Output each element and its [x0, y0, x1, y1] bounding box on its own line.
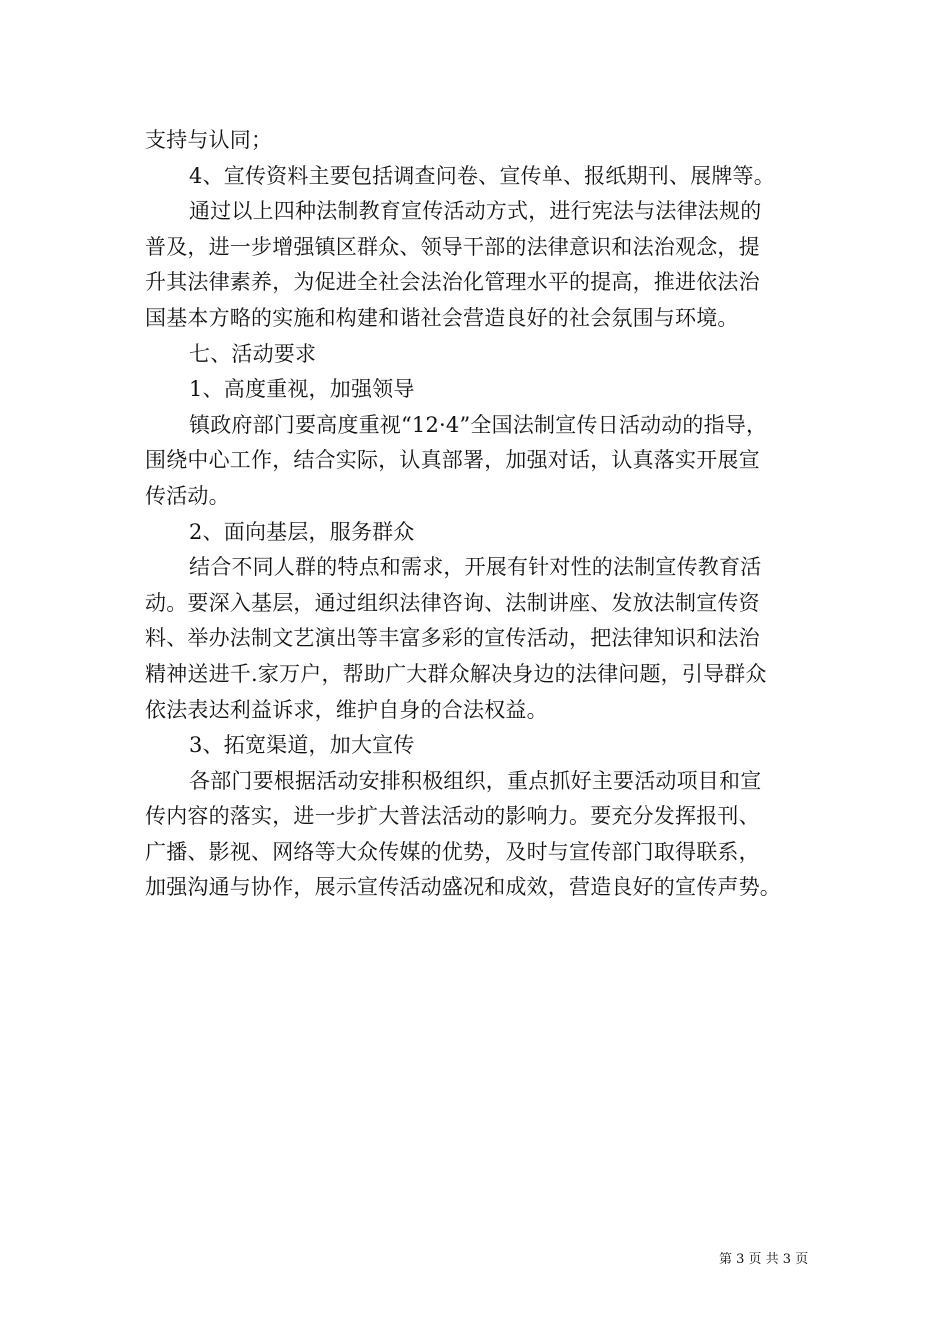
- body-line: 围绕中心工作，结合实际，认真部署，加强对话，认真落实开展宣: [145, 448, 760, 473]
- body-line: 依法表达利益诉求，维护自身的合法权益。: [145, 697, 548, 722]
- body-line: 传活动。: [145, 483, 230, 508]
- body-line: 通过以上四种法制教育宣传活动方式，进行宪法与法律法规的: [189, 199, 762, 224]
- subsection-heading: 1、高度重视，加强领导: [189, 377, 415, 402]
- page-number-footer: 第 3 页 共 3 页: [719, 1252, 809, 1267]
- section-heading: 七、活动要求: [189, 341, 317, 366]
- subsection-heading: 3、拓宽渠道，加大宣传: [189, 733, 415, 758]
- body-line: 广播、影视、网络等大众传媒的优势，及时与宣传部门取得联系，: [145, 839, 760, 864]
- body-line: 各部门要根据活动安排积极组织，重点抓好主要活动项目和宣: [189, 768, 762, 793]
- subsection-heading: 2、面向基层，服务群众: [189, 519, 415, 544]
- body-line: 升其法律素养，为促进全社会法治化管理水平的提高，推进依法治: [145, 270, 760, 295]
- body-line: 精神送进千.家万户，帮助广大群众解决身边的法律问题，引导群众: [145, 661, 767, 686]
- body-line: 国基本方略的实施和构建和谐社会营造良好的社会氛围与环境。: [145, 305, 739, 330]
- body-line: 镇政府部门要高度重视“12·4”全国法制宣传日活动动的指导，: [189, 412, 768, 437]
- body-line: 加强沟通与协作，展示宣传活动盛况和成效，营造良好的宣传声势。: [145, 875, 781, 900]
- body-line: 4、宣传资料主要包括调查问卷、宣传单、报纸期刊、展牌等。: [189, 163, 775, 188]
- body-line: 料、举办法制文艺演出等丰富多彩的宣传活动，把法律知识和法治: [145, 626, 760, 651]
- body-line: 普及，进一步增强镇区群众、领导干部的法律意识和法治观念，提: [145, 234, 760, 259]
- body-line: 动。要深入基层，通过组织法律咨询、法制讲座、发放法制宣传资: [145, 590, 760, 615]
- body-line: 结合不同人群的特点和需求，开展有针对性的法制宣传教育活: [189, 555, 762, 580]
- document-body: [145, 123, 825, 906]
- body-line: 传内容的落实，进一步扩大普法活动的影响力。要充分发挥报刊、: [145, 804, 760, 829]
- body-line: 支持与认同；: [145, 128, 273, 152]
